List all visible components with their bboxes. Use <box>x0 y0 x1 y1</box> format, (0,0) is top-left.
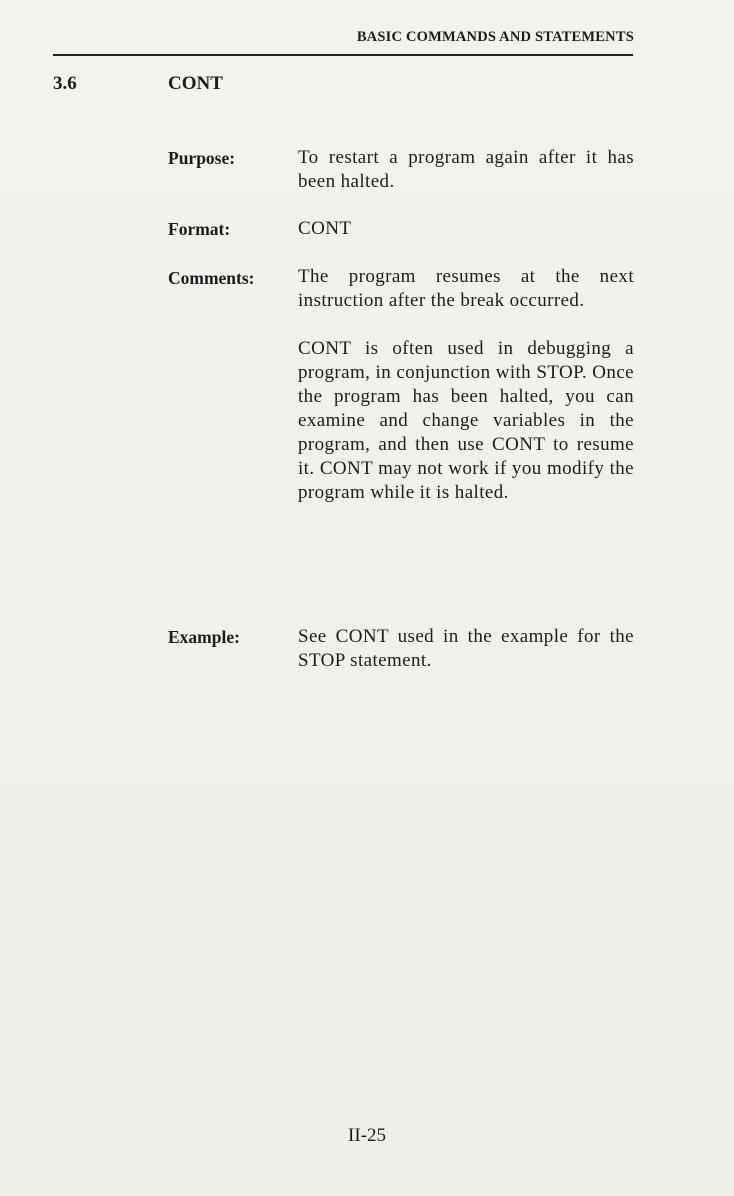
example-text <box>298 625 634 673</box>
comments-paragraph-1: The program resumes at the next instruction after the break occurred. <box>298 266 634 311</box>
purpose-text <box>298 146 634 194</box>
purpose-paragraph: To restart a program again after it has been halted. <box>298 147 634 192</box>
comments-label: Comments: <box>168 268 255 288</box>
page-number: II-25 <box>348 1125 386 1146</box>
format-label: Format: <box>168 219 231 239</box>
header-rule <box>53 54 633 56</box>
running-header: BASIC COMMANDS AND STATEMENTS <box>356 29 634 45</box>
format-text <box>298 217 634 241</box>
section-number: 3.6 <box>53 73 77 94</box>
comments-text <box>298 265 634 505</box>
format-paragraph: CONT <box>298 218 352 239</box>
example-paragraph: See CONT used in the example for the STOP statement. <box>298 626 634 671</box>
section-title: CONT <box>168 73 223 94</box>
purpose-label: Purpose: <box>168 148 236 168</box>
comments-paragraph-2: CONT is often used in debugging a program, in conjunction with STOP. Once the program has been halted, you can examine and change variables in the program, and then use CONT to resume it. CONT may not work if you modify the program while it is halted. <box>298 338 634 503</box>
example-label: Example: <box>168 627 240 647</box>
